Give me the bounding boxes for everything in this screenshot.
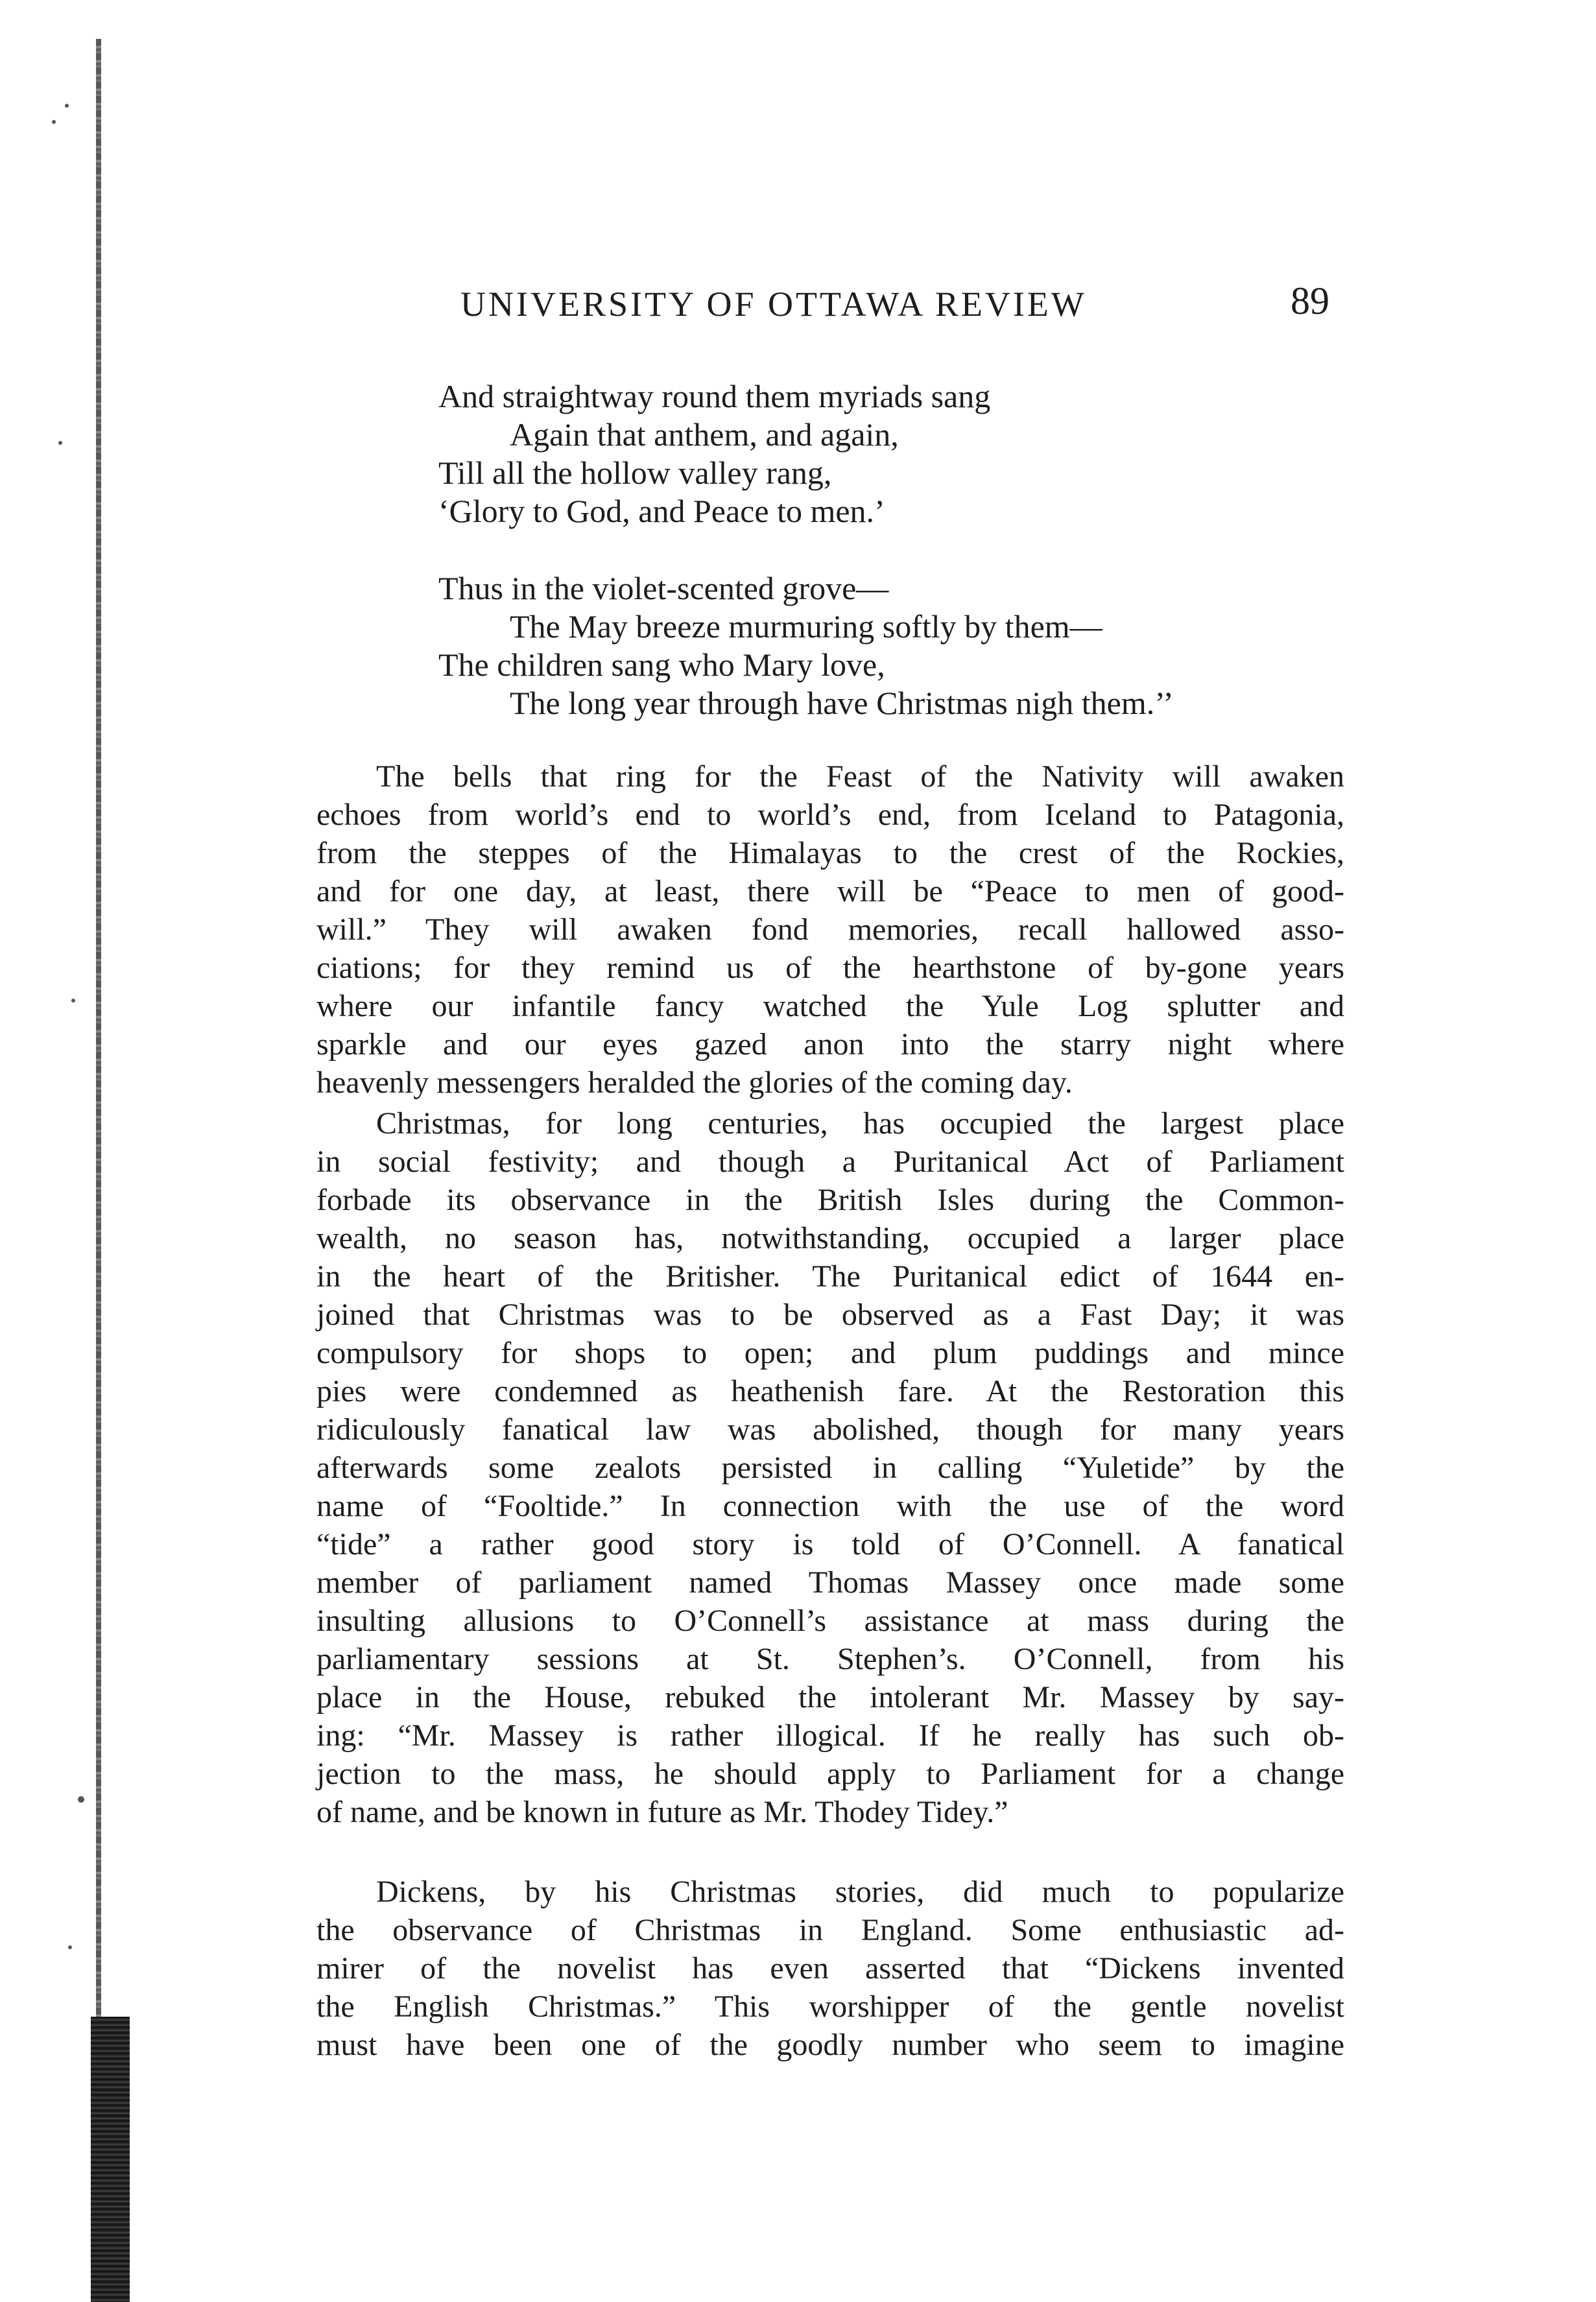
text-line: will.” They will awaken fond memories, recall hallowed asso- — [316, 912, 1344, 947]
text-line: member of parliament named Thomas Massey once made some — [316, 1565, 1344, 1600]
paragraph-2 — [316, 1104, 1344, 1831]
text-line: ing: “Mr. Massey is rather illogical. If he really has such ob- — [316, 1718, 1344, 1753]
text-line: from the steppes of the Himalayas to the crest of the Rockies, — [316, 836, 1344, 870]
poem-block — [438, 377, 1174, 722]
text-line: ridiculously fanatical law was abolished, though for many years — [316, 1412, 1344, 1447]
text-line: in the heart of the Britisher. The Puritanical edict of 1644 en- — [316, 1259, 1344, 1294]
text-line: sparkle and our eyes gazed anon into the starry night where — [316, 1027, 1344, 1062]
poem-line: Again that anthem, and again, — [510, 416, 899, 453]
stanza-break — [438, 530, 1174, 569]
text-line: afterwards some zealots persisted in calling “Yuletide” by the — [316, 1451, 1344, 1485]
poem-line: The long year through have Christmas nigh them.’’ — [510, 685, 1174, 721]
scan-speck — [58, 441, 62, 445]
scan-speck — [78, 1796, 84, 1803]
text-line: The bells that ring for the Feast of the Nativity will awaken — [376, 759, 1344, 794]
poem-line: And straightway round them myriads sang — [438, 378, 991, 414]
scan-speck — [71, 999, 75, 1003]
poem-line: The children sang who Mary love, — [438, 647, 885, 683]
scan-speck — [52, 120, 56, 124]
text-line: must have been one of the goodly number who seem to imagine — [316, 2028, 1344, 2062]
poem-line: Thus in the violet-scented grove— — [438, 570, 889, 606]
binding-rule — [96, 39, 101, 2257]
text-line: heavenly messengers heralded the glories of the coming day. — [316, 1065, 1073, 1100]
text-line: name of “Fooltide.” In connection with the use of the word — [316, 1489, 1344, 1523]
text-line: the English Christmas.” This worshipper of the gentle novelist — [316, 1989, 1344, 2024]
poem-line: ‘Glory to God, and Peace to men.’ — [438, 493, 885, 529]
binding-shadow — [91, 2017, 130, 2302]
scan-speck — [65, 104, 69, 108]
text-line: “tide” a rather good story is told of O’Connell. A fanatical — [316, 1527, 1344, 1561]
running-title: UNIVERSITY OF OTTAWA REVIEW — [460, 285, 1087, 324]
paragraph-1 — [316, 757, 1344, 1102]
paragraph-3 — [316, 1873, 1344, 2064]
text-line: the observance of Christmas in England. Some enthusiastic ad- — [316, 1913, 1344, 1947]
text-line: of name, and be known in future as Mr. Thodey Tidey.” — [316, 1795, 1008, 1829]
text-line: insulting allusions to O’Connell’s assistance at mass during the — [316, 1604, 1344, 1638]
text-line: jection to the mass, he should apply to Parliament for a change — [316, 1757, 1344, 1791]
text-line: parliamentary sessions at St. Stephen’s. O’Connell, from his — [316, 1642, 1344, 1676]
page-number: 89 — [1291, 279, 1329, 322]
text-line: where our infantile fancy watched the Yule Log splutter and — [316, 989, 1344, 1023]
text-line: place in the House, rebuked the intolerant Mr. Massey by say- — [316, 1680, 1344, 1715]
text-line: mirer of the novelist has even asserted that “Dickens invented — [316, 1951, 1344, 1986]
text-line: Christmas, for long centuries, has occupied the largest place — [376, 1106, 1344, 1141]
text-line: echoes from world’s end to world’s end, from Iceland to Patagonia, — [316, 798, 1344, 832]
poem-line: Till all the hollow valley rang, — [438, 455, 832, 491]
text-line: pies were condemned as heathenish fare. At the Restoration this — [316, 1374, 1344, 1408]
scan-speck — [68, 1945, 72, 1949]
text-line: forbade its observance in the British Isles during the Common- — [316, 1183, 1344, 1217]
text-line: in social festivity; and though a Puritanical Act of Parliament — [316, 1145, 1344, 1179]
text-line: ciations; for they remind us of the hearthstone of by-gone years — [316, 951, 1344, 985]
text-line: wealth, no season has, notwithstanding, occupied a larger place — [316, 1221, 1344, 1255]
scan-binding-edge — [39, 0, 117, 2302]
text-line: joined that Christmas was to be observed as a Fast Day; it was — [316, 1298, 1344, 1332]
text-line: and for one day, at least, there will be “Peace to men of good- — [316, 874, 1344, 908]
text-line: Dickens, by his Christmas stories, did much to popularize — [376, 1875, 1344, 1909]
text-line: compulsory for shops to open; and plum puddings and mince — [316, 1336, 1344, 1370]
poem-line: The May breeze murmuring softly by them— — [510, 608, 1102, 645]
